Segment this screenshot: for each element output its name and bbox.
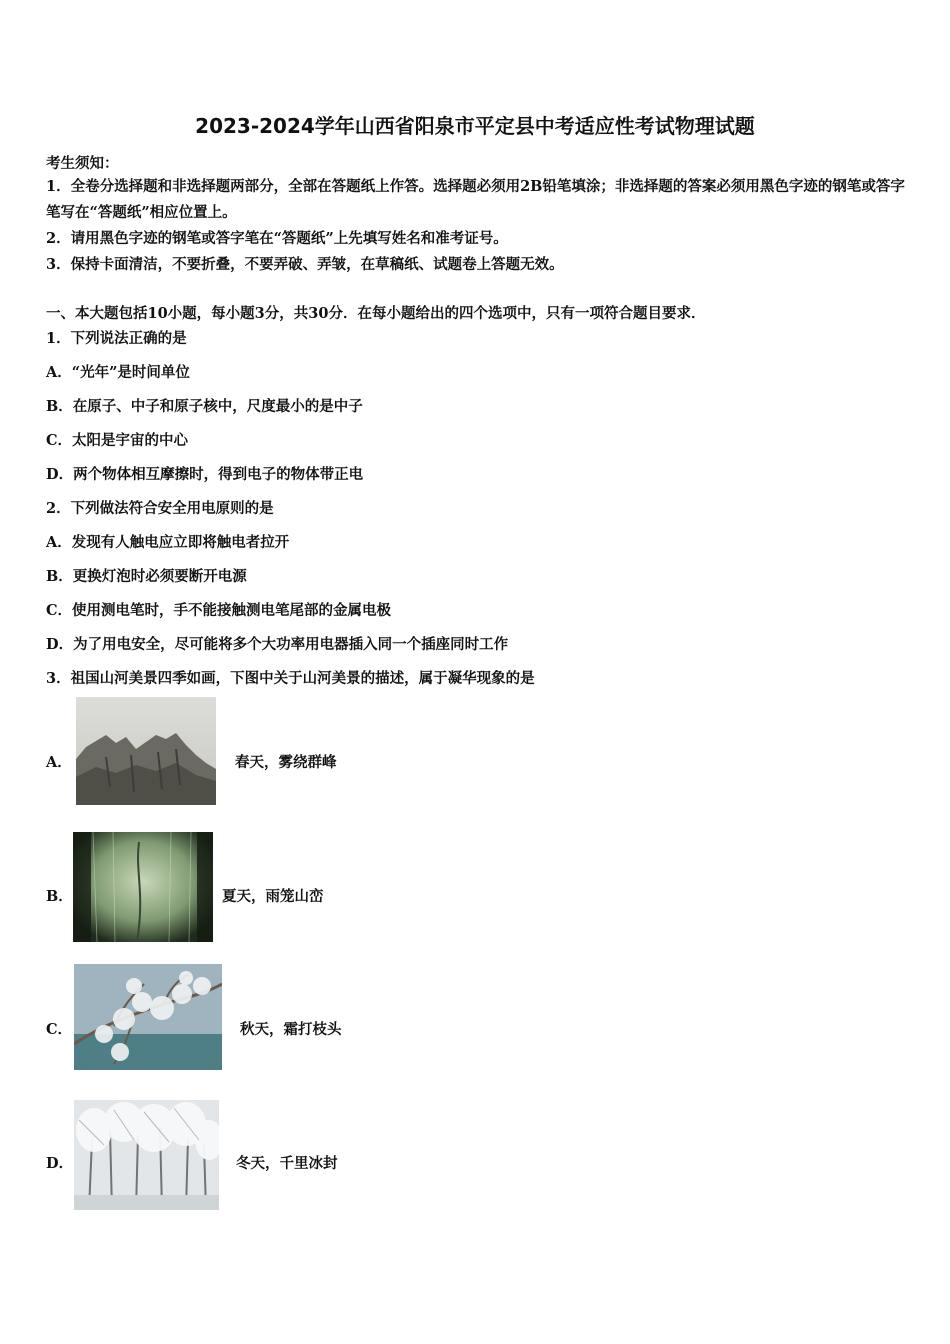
q3-option-c-label: C． (46, 1021, 73, 1038)
q1-option-b: B．在原子、中子和原子核中，尺度最小的是中子 (46, 398, 363, 415)
q1-stem: 1．下列说法正确的是 (46, 330, 187, 347)
frozen-trees-photo (74, 1100, 219, 1210)
q3-option-b-label: B． (46, 888, 73, 905)
q3-stem: 3．祖国山河美景四季如画，下图中关于山河美景的描述，属于凝华现象的是 (46, 670, 535, 687)
q2-stem: 2．下列做法符合安全用电原则的是 (46, 500, 274, 517)
q3-option-b-caption: 夏天，雨笼山峦 (222, 888, 324, 905)
q3-option-d-caption: 冬天，千里冰封 (236, 1155, 338, 1172)
misty-mountain-photo (76, 697, 216, 805)
section-instructions: 一、本大题包括10小题，每小题3分，共30分．在每小题给出的四个选项中，只有一项符合题目要求． (46, 305, 706, 322)
notice-item-2: 2．请用黑色字迹的钢笔或答字笔在“答题纸”上先填写姓名和准考证号。 (46, 230, 508, 247)
notice-item-3: 3．保持卡面清洁，不要折叠，不要弄破、弄皱，在草稿纸、试题卷上答题无效。 (46, 256, 564, 273)
frost-branch-photo (74, 964, 222, 1070)
q1-option-c: C．太阳是宇宙的中心 (46, 432, 189, 449)
rainy-forest-photo (73, 832, 213, 942)
q3-option-d-label: D． (46, 1155, 74, 1172)
page-title: 2023-2024学年山西省阳泉市平定县中考适应性考试物理试题 (195, 114, 755, 138)
q3-option-a-label: A． (46, 754, 72, 771)
q2-option-b: B．更换灯泡时必须要断开电源 (46, 568, 247, 585)
notice-item-1: 1．全卷分选择题和非选择题两部分，全部在答题纸上作答。选择题必须用2B铅笔填涂；非选择题的答案必须用黑色字迹的钢笔或答字笔写在“答题纸”相应位置上。 (46, 178, 905, 221)
q2-option-a: A．发现有人触电应立即将触电者拉开 (46, 534, 290, 551)
q3-option-a-caption: 春天，雾绕群峰 (235, 754, 337, 771)
q2-option-d: D．为了用电安全，尽可能将多个大功率用电器插入同一个插座同时工作 (46, 636, 509, 653)
notice-heading: 考生须知： (46, 155, 119, 172)
q3-option-c-caption: 秋天，霜打枝头 (240, 1021, 342, 1038)
q2-option-c: C．使用测电笔时，手不能接触测电笔尾部的金属电极 (46, 602, 392, 619)
q1-option-d: D．两个物体相互摩擦时，得到电子的物体带正电 (46, 466, 364, 483)
q1-option-a: A．“光年”是时间单位 (46, 364, 190, 381)
